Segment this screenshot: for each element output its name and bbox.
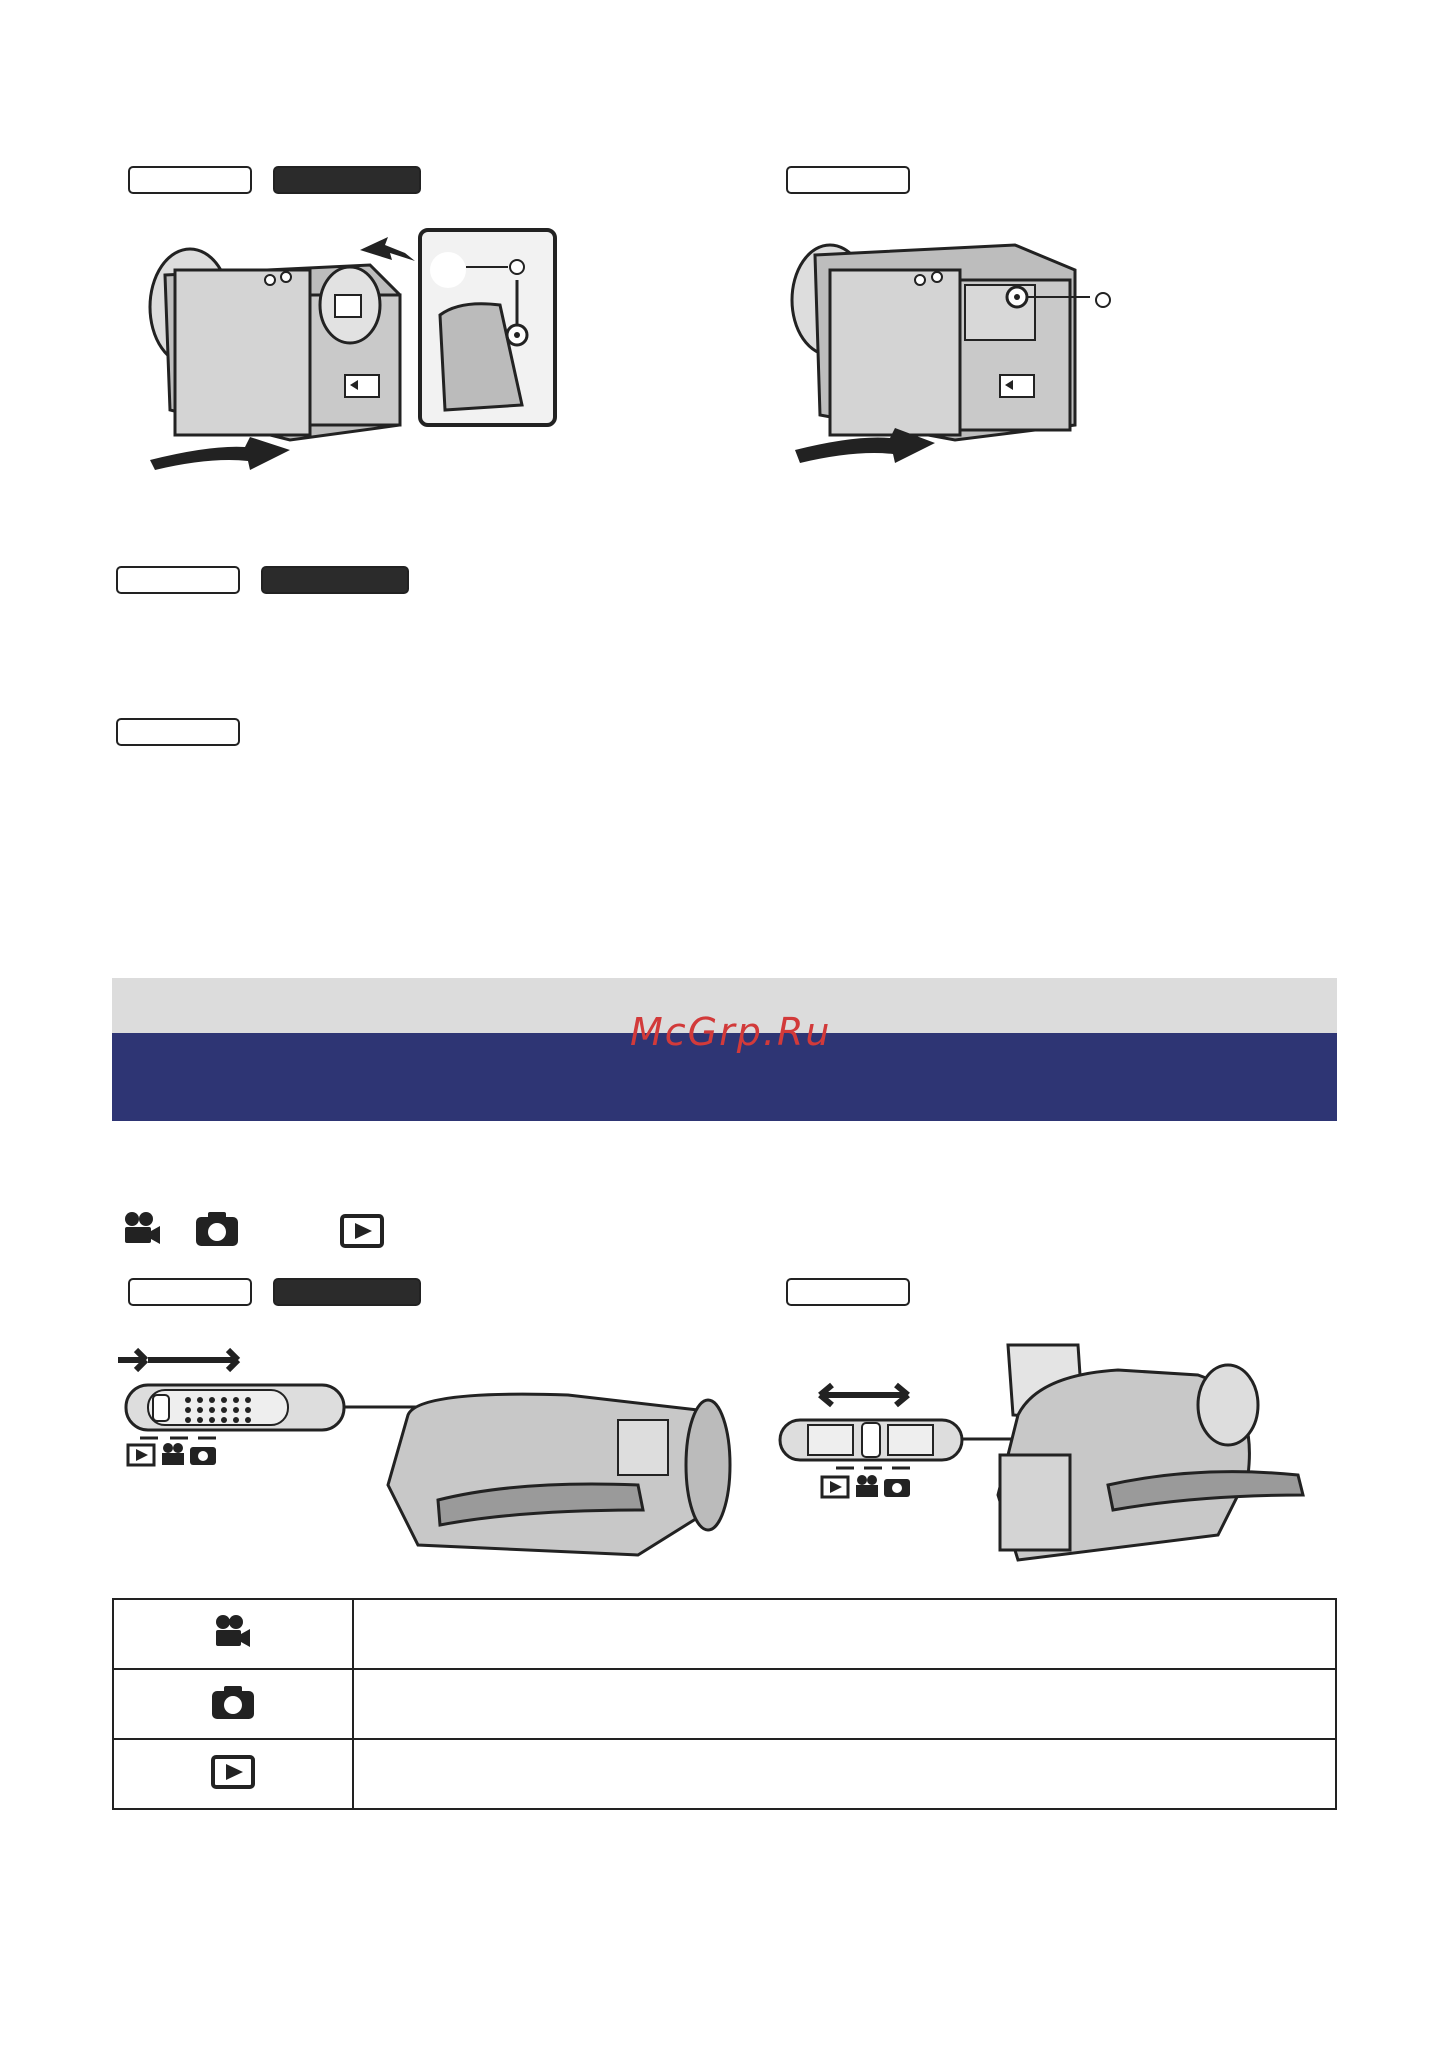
model-tag-3 <box>786 166 910 194</box>
camcorder-button-illustration <box>785 225 1145 465</box>
model-tag-5 <box>261 566 409 594</box>
mode-switch-rear-illustration <box>778 1335 1318 1565</box>
model-tag-9 <box>786 1278 910 1306</box>
table-row <box>113 1599 1336 1669</box>
mode-description <box>353 1739 1336 1809</box>
model-tag-2 <box>273 166 421 194</box>
mode-description <box>353 1599 1336 1669</box>
model-tag-6 <box>116 718 240 746</box>
camera-icon <box>196 1212 238 1246</box>
table-row <box>113 1739 1336 1809</box>
movie-camera-icon <box>213 1614 253 1650</box>
watermark-text: McGrp.Ru <box>630 1010 832 1054</box>
camcorder-viewfinder-illustration <box>130 225 560 470</box>
mode-description <box>353 1669 1336 1739</box>
movie-camera-icon <box>125 1212 160 1244</box>
model-tag-7 <box>128 1278 252 1306</box>
model-tag-8 <box>273 1278 421 1306</box>
mode-switch-side-illustration <box>118 1335 738 1570</box>
camera-icon <box>211 1684 255 1720</box>
play-icon <box>342 1216 382 1246</box>
model-tag-4 <box>116 566 240 594</box>
table-row <box>113 1669 1336 1739</box>
play-icon <box>211 1755 255 1789</box>
model-tag-1 <box>128 166 252 194</box>
mode-table <box>112 1598 1337 1810</box>
mode-icons-row <box>122 1210 402 1250</box>
